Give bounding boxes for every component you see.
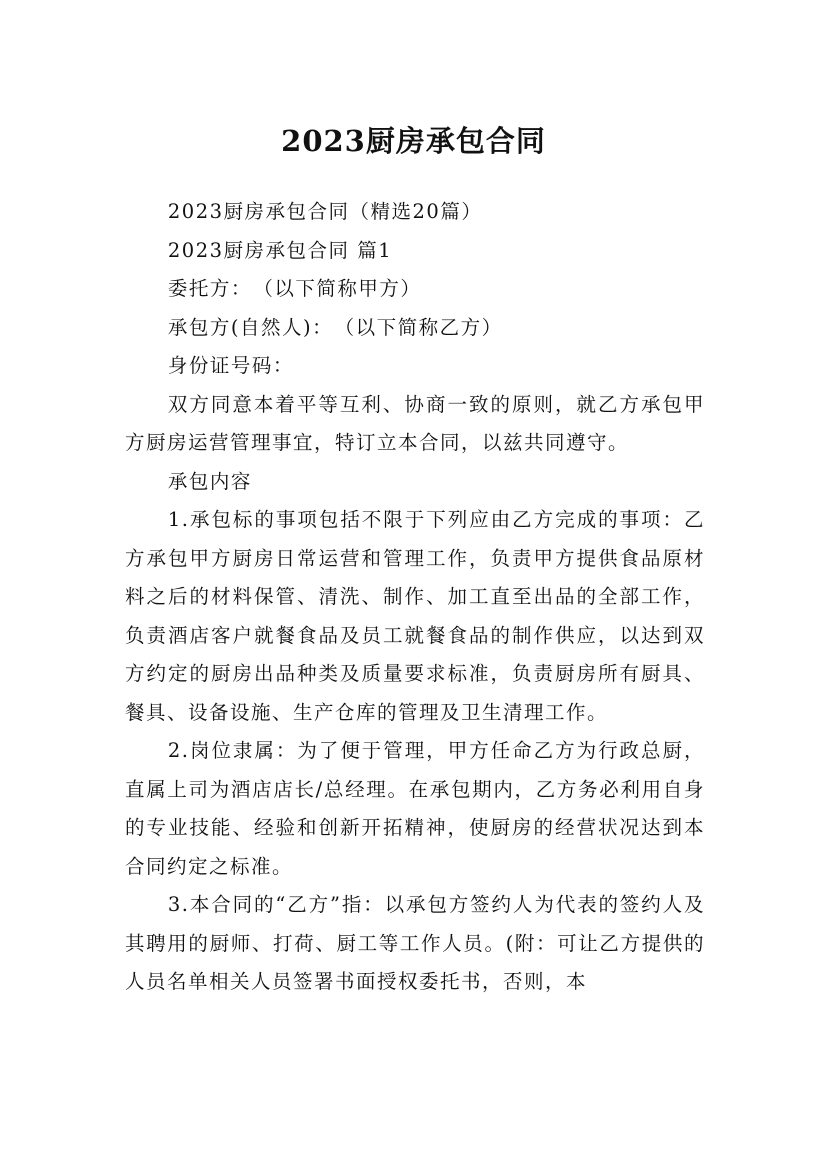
paragraph-clause-1: 1.承包标的事项包括不限于下列应由乙方完成的事项：乙方承包甲方厨房日常运营和管理工作，负责甲方提供食品原材料之后的材料保管、清洗、制作、加工直至出品的全部工作，负责酒店客户就餐食品及员工就餐食品的制作供应，以达到双方约定的厨房出品种类及质量要求标准，负责厨房所有厨具、餐具、设备设施、生产仓库的管理及卫生清理工作。 (125, 508, 705, 724)
paragraph-section-heading: 承包内容 (167, 469, 252, 493)
paragraph-clause-2: 2.岗位隶属：为了便于管理，甲方任命乙方为行政总厨，直属上司为酒店店长/总经理。在承包期内，乙方务必利用自身的专业技能、经验和创新开拓精神，使厨房的经营状况达到本合同约定之标准。 (125, 739, 705, 878)
paragraph-id-number: 身份证号码： (167, 354, 294, 377)
paragraph-agreement: 双方同意本着平等互利、协商一致的原则，就乙方承包甲方厨房运营管理事宜，特订立本合同，以兹共同遵守。 (125, 392, 705, 454)
document-body (125, 193, 705, 1002)
paragraph-client: 委托方： （以下简称甲方） (167, 277, 422, 300)
paragraph-subtitle: 2023厨房承包合同（精选20篇） (167, 200, 483, 223)
paragraph-contractor: 承包方(自然人)： （以下简称乙方） (167, 315, 503, 339)
document-title: 2023厨房承包合同 (281, 124, 546, 159)
paragraph-chapter-heading: 2023厨房承包合同 篇1 (167, 238, 393, 262)
paragraph-clause-3: 3.本合同的“乙方”指：以承包方签约人为代表的签约人及其聘用的厨师、打荷、厨工等工作人员。(附：可让乙方提供的人员名单相关人员签署书面授权委托书，否则，本 (125, 893, 705, 993)
